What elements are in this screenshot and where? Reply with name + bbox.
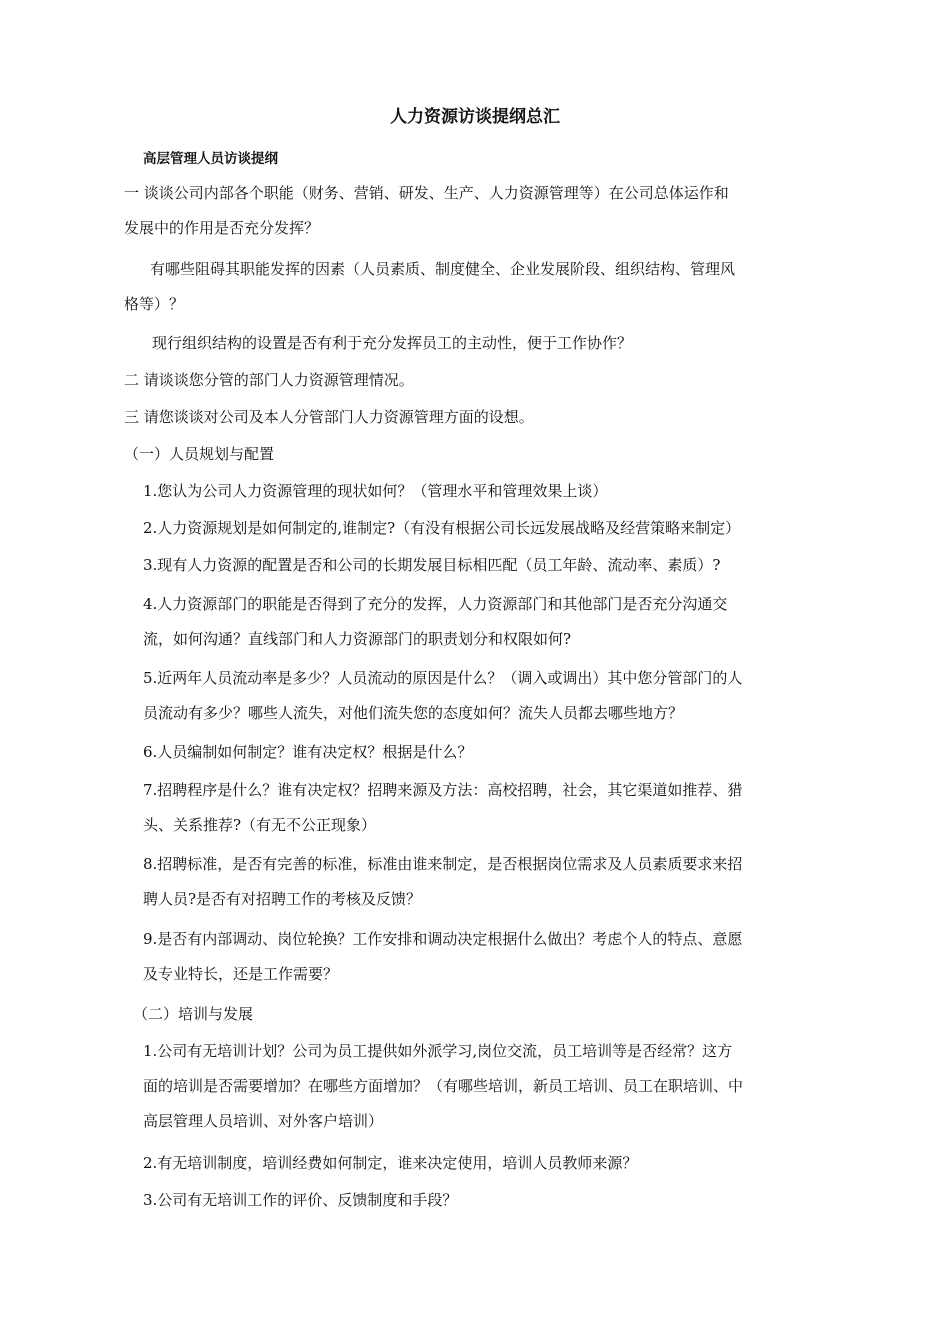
paragraph-line: 3.公司有无培训工作的评价、反馈制度和手段？ [143,1191,458,1209]
paragraph-line: 发展中的作用是否充分发挥？ [124,219,320,237]
paragraph-line: 6.人员编制如何制定？谁有决定权？根据是什么？ [143,743,473,761]
paragraph-line: 员流动有多少？哪些人流失，对他们流失您的态度如何？流失人员都去哪些地方？ [143,704,684,722]
section-subheading: 高层管理人员访谈提纲 [143,151,278,167]
list-item-7 [143,773,742,843]
paragraph-line: 流，如何沟通？直线部门和人力资源部门的职责划分和权限如何? [143,630,572,648]
training-item-1 [143,1034,743,1139]
paragraph-line: 高层管理人员培训、对外客户培训） [143,1112,384,1130]
paragraph-obstacles [124,252,735,322]
list-item-2 [143,511,740,546]
paragraph-line: （一）人员规划与配置 [124,445,275,463]
paragraph-line: 2.人力资源规划是如何制定的,谁制定?（有没有根据公司长远发展战略及经营策略来制定） [143,519,741,537]
paragraph-line: 1.您认为公司人力资源管理的现状如何？（管理水平和管理效果上谈） [143,482,608,500]
paragraph-line: 4.人力资源部门的职能是否得到了充分的发挥，人力资源部门和其他部门是否充分沟通交 [143,595,728,613]
list-item-6 [143,735,472,770]
paragraph-line: 聘人员?是否有对招聘工作的考核及反馈？ [143,890,422,908]
paragraph-line: 三 请您谈谈对公司及本人分管部门人力资源管理方面的设想。 [124,408,534,426]
paragraph-line: 7.招聘程序是什么？谁有决定权？招聘来源及方法：高校招聘，社会，其它渠道如推荐、猎 [143,781,743,799]
paragraph-line: 二 请谈谈您分管的部门人力资源管理情况。 [124,371,414,389]
list-item-3 [143,548,720,583]
training-item-2 [143,1146,637,1181]
paragraph-line: 3.现有人力资源的配置是否和公司的长期发展目标相匹配（员工年龄、流动率、素质）? [143,556,721,574]
paragraph-line: 1.公司有无培训计划？公司为员工提供如外派学习,岗位交流，员工培训等是否经常？这方 [143,1042,733,1060]
list-item-8 [143,847,742,917]
paragraph-question-1 [124,176,729,246]
paragraph-line: 面的培训是否需要增加？在哪些方面增加？（有哪些培训，新员工培训、员工在职培训、中 [143,1077,744,1095]
paragraph-org-structure [152,326,632,361]
paragraph-line: 头、关系推荐?（有无不公正现象） [143,816,377,834]
list-item-1 [143,474,607,509]
training-item-3 [143,1183,457,1218]
section-heading-planning [124,437,274,472]
section-heading-training [133,997,253,1032]
paragraph-line: 2.有无培训制度，培训经费如何制定，谁来决定使用，培训人员教师来源？ [143,1154,638,1172]
document-title: 人力资源访谈提纲总汇 [390,107,560,127]
paragraph-line: 5.近两年人员流动率是多少？人员流动的原因是什么？（调入或调出）其中您分管部门的人 [143,669,743,687]
paragraph-line: 格等）？ [124,295,185,313]
paragraph-line: 8.招聘标准，是否有完善的标准，标准由谁来制定，是否根据岗位需求及人员素质要求来招 [143,855,743,873]
paragraph-line: 9.是否有内部调动、岗位轮换？工作安排和调动决定根据什么做出？考虑个人的特点、意愿 [143,930,743,948]
list-item-9 [143,922,742,992]
list-item-5 [143,661,742,731]
paragraph-question-3 [124,400,534,435]
paragraph-line: 现行组织结构的设置是否有利于充分发挥员工的主动性，便于工作协作？ [152,334,633,352]
paragraph-line: （二）培训与发展 [133,1005,254,1023]
paragraph-line: 及专业特长，还是工作需要？ [143,965,339,983]
paragraph-line: 一 谈谈公司内部各个职能（财务、营销、研发、生产、人力资源管理等）在公司总体运作和 [124,184,729,202]
paragraph-question-2 [124,363,414,398]
paragraph-line: 有哪些阻碍其职能发挥的因素（人员素质、制度健全、企业发展阶段、组织结构、管理风 [150,260,736,278]
list-item-4 [143,587,727,657]
